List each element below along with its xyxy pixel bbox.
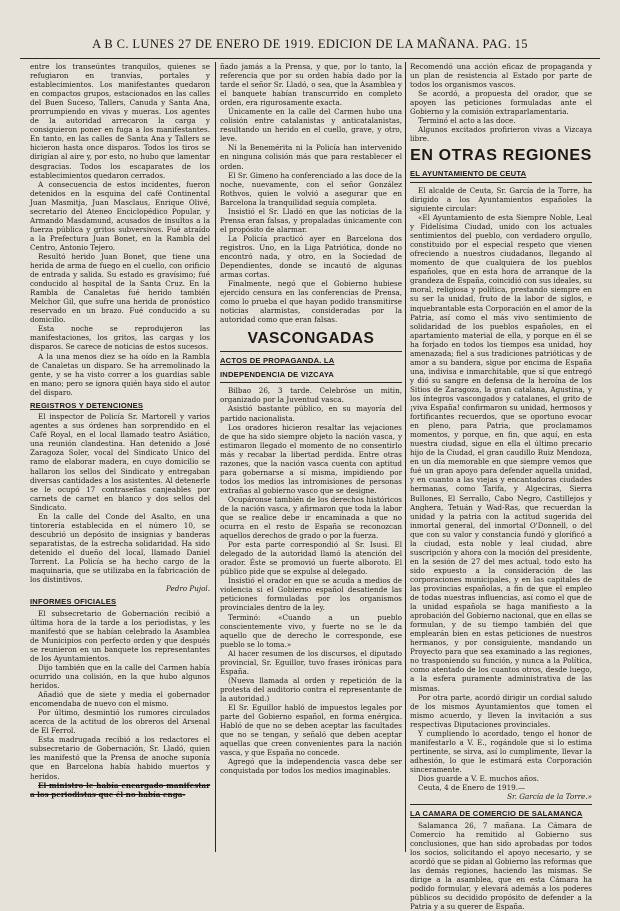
divider bbox=[220, 351, 402, 352]
subheading-registros: REGISTROS Y DETENCIONES bbox=[30, 400, 144, 410]
paragraph: En la calle del Conde del Asalto, en una tintorería establecida en el número 10, se descubrió un depósito de insignias y banderas separatistas, de la estrecha solidaridad. Ha sido detenido el dueño del local, llamado Daniel Torrent. La Policía se ha hecho cargo de la maquinaria, que se utilizaba en la fabricación de los distintivos. bbox=[30, 511, 210, 585]
paragraph: (Nueva llamada al orden y repetición de la protesta del auditorio contra el representante de la autoridad.) bbox=[220, 675, 402, 703]
paragraph: Esta madrugada recibió a los redactores el subsecretario de Gobernación, Sr. Lladó, quien les manifestó que la Prensa de anoche suponía que en Barcelona había habido muertos y heridos. bbox=[30, 735, 210, 781]
paragraph: A consecuencia de estos incidentes, fueron detenidos en la esquina del café Continental Juan Masmitja, Juan Masclaus, Enrique Olivé, secretario del Ateneo Enciclopédico Popular, y Armando Masdamund, acusados de insultos a la fuerza pública y gritos subversivos. Fué atraído a la Prefectura Juan Bonet, en la Rambla del Centro, Antonio Tejero. bbox=[30, 179, 210, 252]
page-header: A B C. LUNES 27 DE ENERO DE 1919. EDICION DE LA MAÑANA. PAG. 15 bbox=[20, 30, 600, 59]
paragraph: Los oradores hicieron resaltar las vejaciones de que ha sido siempre objeto la nación vasca, y estimaron llegado el momento de no consentirlo más y recabar la libertad perdida. Entre otras razones, que la nación vasca cuenta con aptitud para gobernarse a sí misma, impidiendo por todos los medios las intromisiones de personas extrañas al gobierno vasco que se designe. bbox=[220, 422, 402, 495]
paragraph: entre los transeúntes tranquilos, quienes se refugiaron en tranvías, portales y establecimientos. Los manifestantes quedaron en compactos grupos, estacionados en las calles del Buen Suceso, Tallers, Canuda y Santa Ana, prorrumpiendo en vivas y mueras. Los agentes de la autoridad arrecaron la carga y consiguieron poner en fuga a los manifestantes. En tanto, en las calles de Santa Ana y Tallers se hicieron hasta once disparos. Todos los tiros se dirigían al aire y, por esto, no hubo que lamentar desgracias. Todos los escaparates de los establecimientos quedaron cerrados. bbox=[30, 62, 210, 180]
section-title-vascongadas: VASCONGADAS bbox=[247, 330, 375, 348]
signature: Sr. García de la Torre.» bbox=[507, 792, 592, 802]
paragraph: Insistió el Sr. Lladó en que las noticias de la Prensa eran falsas, y propaladas únicamente con el propósito de alarmar. bbox=[220, 206, 402, 234]
paragraph: El ministro le había encargado manifestar a los periodistas que él no había enga- bbox=[30, 780, 210, 799]
paragraph: Ocupáronse también de los derechos históricos de la nación vasca, y afirmaron que toda la labor que se realice debe ir encaminada a que no ocurra en el resto de España se reconozcan aquellos derechos de grado o por la fuerza. bbox=[220, 494, 402, 541]
paragraph: Dios guarde a V. E. muchos años. bbox=[418, 773, 539, 783]
paragraph: La Policía practicó ayer en Barcelona dos registros. Uno, en la Liga Patriótica, donde no encontró nada, y otro, en la Sociedad de Dependientes, donde se incautó de algunas armas cortas. bbox=[220, 233, 402, 280]
section-title-otras-regiones: EN OTRAS REGIONES bbox=[410, 147, 592, 165]
column-rule-left bbox=[215, 62, 216, 852]
paragraph: Finalmente, negó que el Gobierno hubiese ejercido censura en las conferencias de Prensa, como lo prueba el que hayan podido transmitirse noticias alarmistas, consideradas por la autoridad como que eran falsas. bbox=[220, 279, 402, 325]
paragraph: Por último, desmintió los rumores circulados acerca de la actitud de los obreros del Arsenal de El Ferrol. bbox=[30, 708, 210, 736]
paragraph: El Sr. Eguillor habló de impuestos legales por parte del Gobierno español, en forma enérgica. Habló de que no se deben aceptar las facultades que no se tengan, y señaló que deben aceptar aquellas que creen convenientes para la nación vasca, y que España no concede. bbox=[220, 703, 402, 758]
subheading-actos: ACTOS DE PROPAGANDA. LA bbox=[220, 356, 335, 366]
paragraph: Terminó: «Cuando a un pueblo conscientemente vivo, y fuerte no se le da aquello que de derecho le corresponde, ese pueblo se lo toma.» bbox=[220, 612, 402, 649]
paragraph: Resultó herido Juan Bonet, que tiene una herida de arma de fuego en el cuello, con orificio de entrada y salida. Su estado es gravísimo; fué conducido al hospital de la Santa Cruz. En la Rambla de Canaletas fué herido también Melchor Gil, que sufre una herida de pronóstico reservado en un brazo. Fué conducido a su domicilio. bbox=[30, 251, 210, 325]
paragraph: Ni la Benemérita ni la Policía han intervenido en ninguna colisión más que para restablecer el orden. bbox=[220, 143, 402, 171]
divider bbox=[220, 382, 402, 383]
paragraph: Por otra parte, acordó dirigir un cordial saludo de los mismos Ayuntamientos que tomen el mismo acuerdo, y lleven la invitación a sus respectivas Diputaciones provinciales. bbox=[410, 692, 592, 729]
column-otras-regiones bbox=[410, 62, 592, 911]
divider bbox=[410, 182, 592, 183]
paragraph: Y cumpliendo lo acordado, tengo el honor de manifestarlo a V. E., rogándole que si lo estima pertinente, se sirva, así lo cumplimente, llevar la adhesión, lo que le estimará esta Corporación sinceramente. bbox=[410, 728, 592, 774]
paragraph: Ceuta, 4 de Enero de 1919.— bbox=[418, 783, 526, 793]
paragraph: Asistió bastante público, en su mayoría del partido nacionalista. bbox=[220, 404, 402, 423]
paragraph: Se acordó, a propuesta del orador, que se apoyen las peticiones formuladas ante el Gobierno y la comisión extraparlamentaria. bbox=[410, 89, 592, 117]
paragraph: Bilbao 26, 3 tarde. Celebróse un mitin, organizado por la Juventud vasca. bbox=[220, 386, 402, 405]
column-vascongadas bbox=[220, 62, 402, 852]
paragraph: Insistió el orador en que se acuda a medios de violencia si el Gobierno español desatiende las peticiones formuladas por los organismos provinciales dentro de la ley. bbox=[220, 576, 402, 613]
paragraph: Añadió que de siete y media el gobernador encomendaba de nuevo con el mismo. bbox=[30, 690, 210, 709]
paragraph: Por esta parte correspondió al Sr. Isusi. El delegado de la autoridad llamó la atención del orador. Éste se promovió un fuerte alboroto. El público pide que se expulse al delegado. bbox=[220, 540, 402, 577]
paragraph: Únicamente en la calle del Carmen hubo una colisión entre catalanistas y anticatalanistas, resultando un herido en el cuello, grave, y otro, leve. bbox=[220, 107, 402, 144]
paragraph: El subsecretario de Gobernación recibió a última hora de la tarde a los periodistas, y les manifestó que se habían celebrado la Asamblea de Municipios con perfecto orden y que después se reunieron en un banquete los representantes de los Ayuntamientos. bbox=[30, 608, 210, 663]
paragraph: Dijo también que en la calle del Carmen había ocurrido una colisión, en la que hubo algunos heridos. bbox=[30, 662, 210, 691]
paragraph: A la una menos diez se ha oído en la Rambla de Canaletas un disparo. Se ha arremolinado la gente, y se ha visto correr a los guardias sable en mano; pero se ignora quién haya sido el autor del disparo. bbox=[30, 351, 210, 397]
paragraph: Al hacer resumen de los discursos, el diputado provincial, Sr. Eguillor, tuvo frases irónicas para España. bbox=[220, 648, 402, 676]
paragraph: Algunos excitados profirieron vivas a Vizcaya libre. bbox=[410, 125, 592, 144]
paragraph: Esta noche se reprodujeron las manifestaciones, los gritos, las cargas y los disparos. Se carece de noticias de estos sucesos. bbox=[30, 324, 210, 352]
column-rule-right bbox=[405, 62, 406, 852]
paragraph: ñado jamás a la Prensa, y que, por lo tanto, la referencia que por su orden había dado por la tarde el señor Sr. Lladó, o sea, que la Asamblea y el banquete habían transcurrido en completo orden, era rigurosamente exacta. bbox=[220, 62, 402, 108]
divider bbox=[410, 804, 592, 805]
subheading-independencia: INDEPENDENCIA DE VIZCAYA bbox=[220, 369, 335, 379]
subheading-informes: INFORMES OFICIALES bbox=[30, 597, 117, 607]
subheading-salamanca: LA CAMARA DE COMERCIO DE SALAMANCA bbox=[410, 809, 583, 819]
paragraph: Terminó el acto a las doce. bbox=[418, 116, 516, 126]
paragraph: El inspector de Policía Sr. Martorell y varios agentes a sus órdenes han sorprendido en el Café Royal, en el local llamado teatro Asiático, una reunión clandestina. Han detenido a José Zaragoza Soler, vocal del Sindicato Unico del ramo de elaborar madera, en cuyo domicilio se hallaron los sellos del Sindicato y entregaban diversas cantidades a los asistentes. Al detenerle se le ocupó 17 contraseñas canjeables por carnets de carnet en blanco y dos sellos del Sindicato. bbox=[30, 412, 210, 512]
paragraph: Agregó que la independencia vasca debe ser conquistada por todos los medios imaginables. bbox=[220, 757, 402, 776]
paragraph: Recomendó una acción eficaz de propaganda y un plan de resistencia al Estado por parte de todos los organismos vascos. bbox=[410, 62, 592, 90]
paragraph: Salamanca 26, 7 mañana. La Cámara de Comercio ha remitido al Gobierno sus conclusiones, que han sido aprobadas por todos los socios, solicitando el apoyo necesario, y se acordó que se pidan al Gobierno las reformas que las demás regiones, haciendo las mismas. Se dirige a la asamblea, que en esta Cámara ha podido formular, y elevará además a los poderes públicos su decidido propósito de defender a la Patria y a su querer de España. bbox=[410, 820, 592, 911]
signature: Pedro Pujol. bbox=[165, 584, 210, 594]
column-barcelona bbox=[30, 62, 210, 852]
paragraph: «El Ayuntamiento de esta Siempre Noble, Leal y Fidelísima Ciudad, unido con los actuales sentimientos del pueblo, con verdadero orgullo, constituido por el especial respeto que vienen ofreciendo a nuestros ciudadanos, llegando al momento de que cualquiera de los pueblos españoles, que en esta hora de arranque de la grandeza de España, coincidió con sus ideales, su moral, religiosa y política, prestando siempre en su ser la unidad, fruto de la labor de siglos, e inquebrantable esta Corporación en el amor de la Patria, así como el más vivo sentimiento de solidaridad de los pueblos españoles, en el apartamiento material de ella, y porque en él se ha forjado en todos los tiempos esa unidad, hoy amenazada; fiel a sus tradiciones patrióticas y de amor a su bandera, sigue por encima de España una, indivisa e inmarchitable, que sí que entregó y dió su sangre en defensa de la heroína de los Sitios de Zaragoza, la gran catalana, Agustina, y los íntegros vascongados y catalanes, el grito de ¡viva España! confirmaron su unidad, hermosos y fortificantes recuerdos, que se oportuno evocar en pleno, para Patria, que proclamamos momentos, y porque, en fin, que aquí, en esta nuestra ciudad, sigue en ella el último precario hijo de la Ciudad, el gran caudillo Ruiz Mendoza, en un día memorable en que siempre vemos que fué un gran apoyo para defender aquella unidad, y en cuanto a las viejas y encantadoras ciudades hermanas, como Tarifa, y Algeciras, Sierra Bullones, El Serrallo, Cabo Negro, Castillejos y Anghera, Tetuán y Wad-Ras, que recuerdan la unidad y la patria con la actitud sugerida del inmortal general, del inmortal O'Donnell, o del que con su valor y constancia fundó y glorificó a la ciudad, esta noble y leal ciudad, abre suscripción y ahora con la moción del presidente, en la sesión de 27 del mes actual, todo esto ha sido expuesto a la consideración de las corporaciones municipales, y en las capitales de las provincias españolas, a fin de que el empleo de todas nuestras influencias, así como el que de la unidad española se haga manifiesto a la aprobación del Gobierno nacional, que en ellas se formulan, y de su tiempo también del que emplearán bien en estas peticiones de nuestros hermanos, y por consiguiente, mandando un Proyecto para que sea examinado a las regiones, no trasponiendo su función, y nunca a la Política, como atentado de los cuantos otros, desde luego, a la esfera puramente administrativa de las mismas. bbox=[410, 213, 592, 693]
paragraph: El alcalde de Ceuta, Sr. García de la Torre, ha dirigido a los Ayuntamientos españoles la siguiente circular: bbox=[410, 185, 592, 214]
paragraph: El Sr. Gimeno ha conferenciado a las doce de la noche, nuevamente, con el señor González Rothvos, quien le volvió a asegurar que en Barcelona la tranquilidad seguía completa. bbox=[220, 170, 402, 207]
subheading-ceuta: EL AYUNTAMIENTO DE CEUTA bbox=[410, 169, 527, 179]
